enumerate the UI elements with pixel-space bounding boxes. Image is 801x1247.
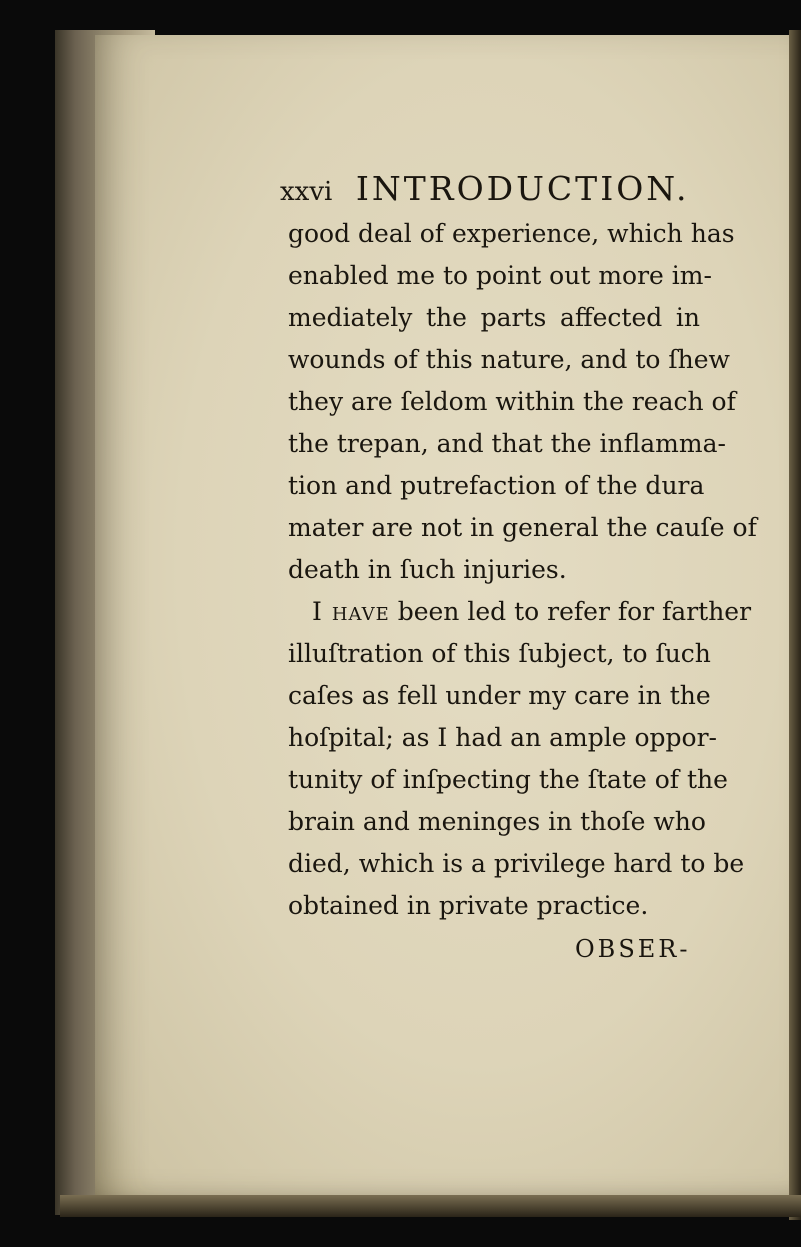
text-line: mater are not in general the cauſe of <box>288 513 757 542</box>
text-line: caſes as fell under my care in the <box>288 681 711 710</box>
text-line: wounds of this nature, and to ſhew <box>288 345 730 374</box>
text-line: enabled me to point out more im- <box>288 261 712 290</box>
text-line: hoſpital; as I had an ample oppor- <box>288 723 717 752</box>
page-number: xxvi <box>280 177 333 207</box>
running-head <box>280 165 708 213</box>
text-line: they are ſeldom within the reach of <box>288 387 736 416</box>
running-title: INTRODUCTION. <box>355 169 690 208</box>
text-line: died, which is a privilege hard to be <box>288 849 745 878</box>
text-line: good deal of experience, which has <box>288 219 735 248</box>
page-edge-right <box>789 30 801 1220</box>
text-line-first <box>288 591 752 633</box>
text-line: brain and meninges in thoſe who <box>288 807 706 836</box>
text-block <box>280 165 757 927</box>
text-line: death in ſuch injuries. <box>288 555 567 584</box>
page-edge-bottom <box>60 1195 801 1217</box>
catchword: OBSER- <box>575 935 691 963</box>
text-line: the trepan, and that the inflamma- <box>288 429 726 458</box>
text-line: mediately the parts affected in <box>288 303 700 332</box>
small-caps-opening: I have <box>312 597 390 626</box>
text-line: tunity of inſpecting the ſtate of the <box>288 765 728 794</box>
text-line: tion and putrefaction of the dura <box>288 471 705 500</box>
paragraph-1 <box>288 213 757 591</box>
first-line-rest: been led to refer for farther <box>397 597 752 626</box>
paragraph-2 <box>288 591 752 927</box>
text-line: obtained in private practice. <box>288 891 649 920</box>
text-line: illuſtration of this ſubject, to ſuch <box>288 639 711 668</box>
